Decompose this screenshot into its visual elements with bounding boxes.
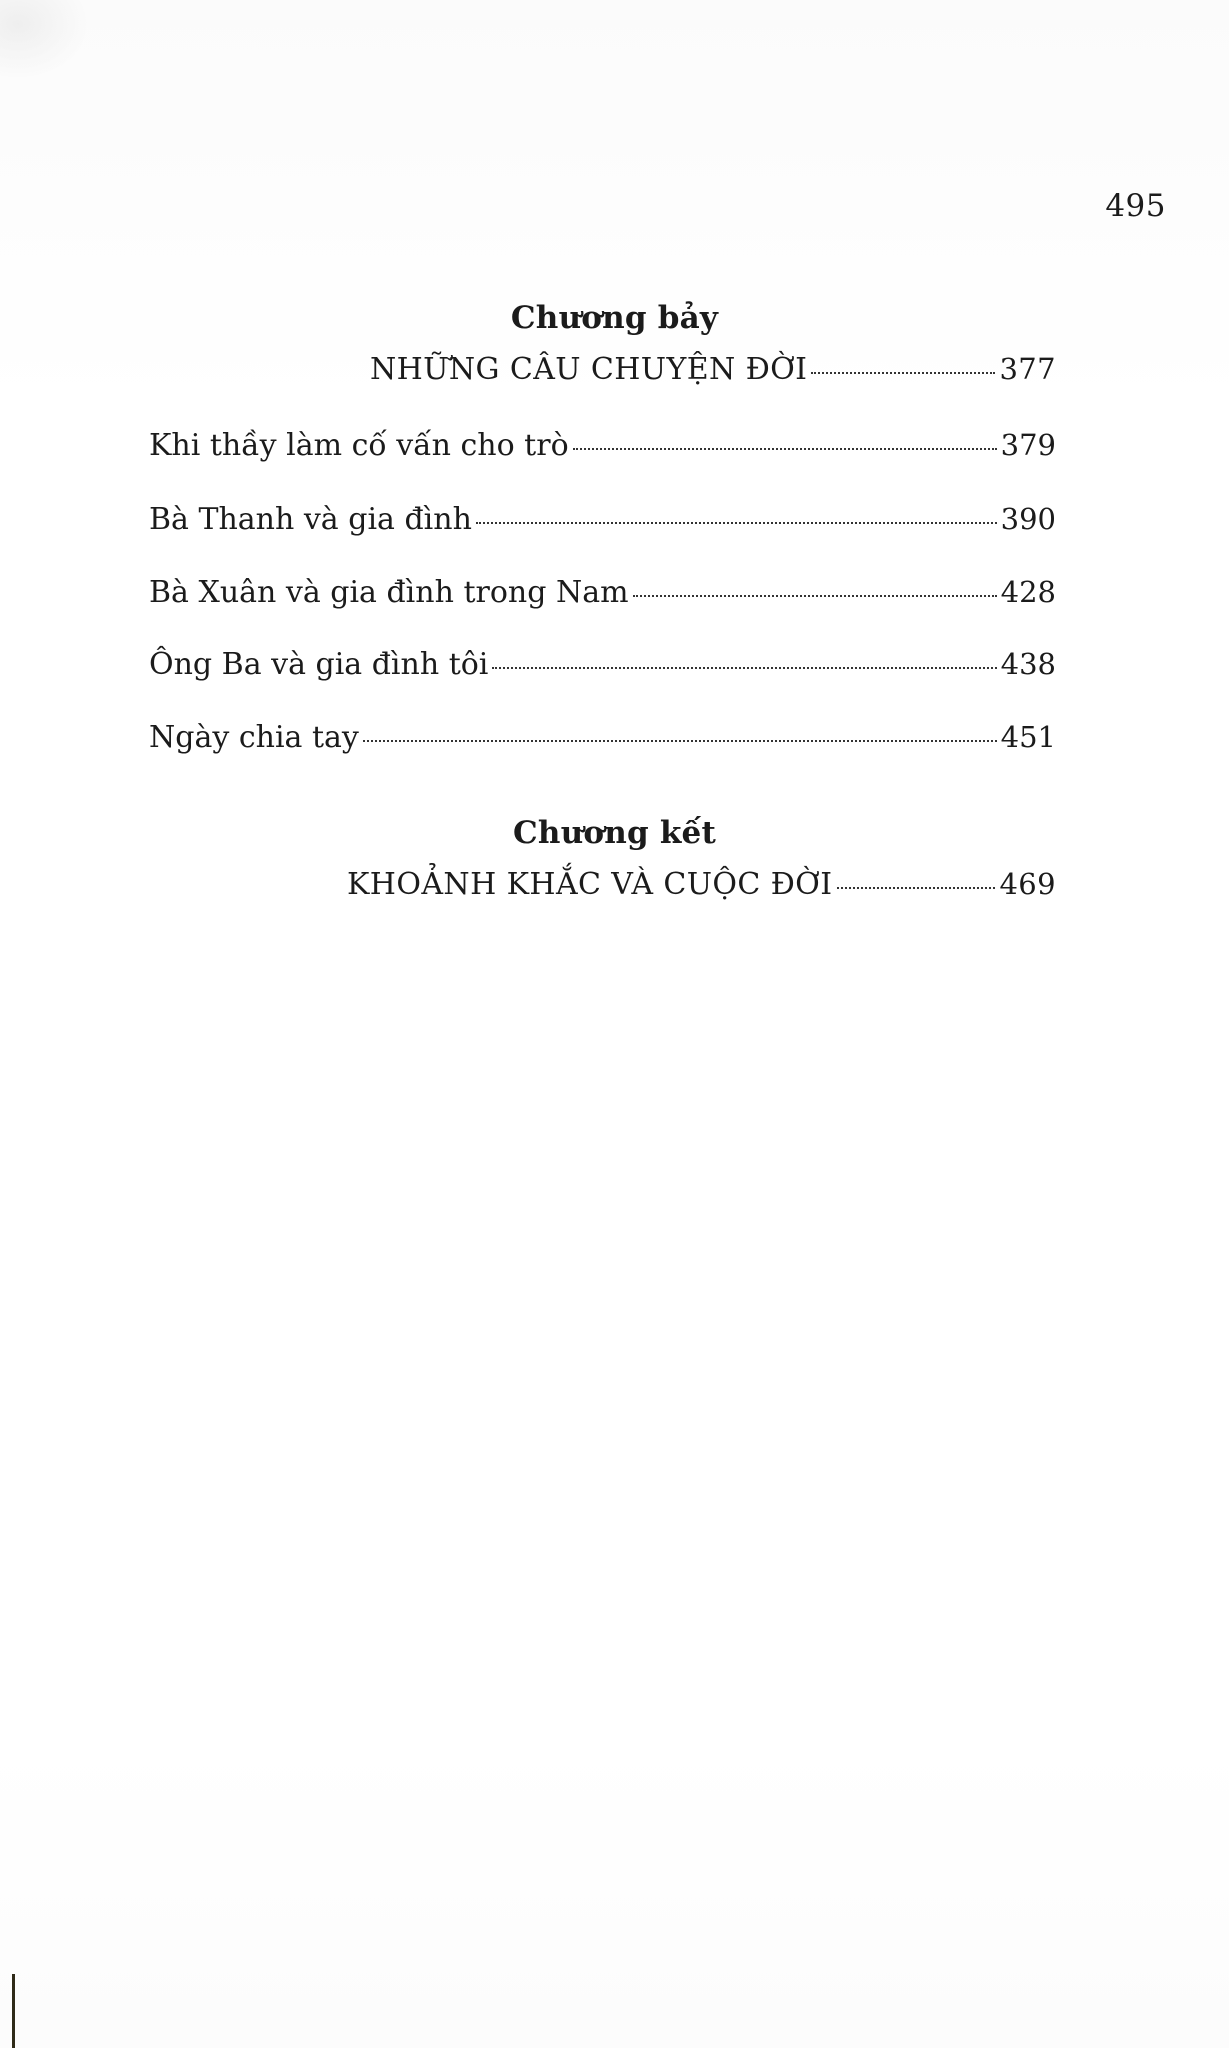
chapter-title: KHOẢNH KHẮC VÀ CUỘC ĐỜI	[347, 867, 833, 902]
toc-entry-label: Bà Thanh và gia đình	[149, 502, 472, 537]
toc-entry	[149, 720, 1056, 755]
page-corner-shadow	[0, 0, 90, 80]
toc-entry-label: Khi thầy làm cố vấn cho trò	[149, 428, 569, 463]
toc-entry	[149, 575, 1056, 610]
dot-leader	[476, 522, 997, 524]
toc-chapter-title-final	[347, 867, 1056, 902]
dot-leader	[633, 595, 997, 597]
page-ref: 390	[1000, 502, 1056, 536]
toc-entry	[149, 428, 1056, 463]
dot-leader	[573, 448, 997, 450]
page-ref: 451	[1000, 720, 1056, 754]
toc-entry	[149, 502, 1056, 537]
binding-edge-mark	[12, 1974, 15, 2048]
dot-leader	[492, 667, 996, 669]
page-ref: 438	[1000, 647, 1056, 681]
page-ref: 469	[999, 867, 1056, 901]
chapter-title: NHỮNG CÂU CHUYỆN ĐỜI	[370, 352, 808, 387]
page-ref: 428	[1000, 575, 1056, 609]
toc-chapter-title-7	[370, 352, 1056, 387]
chapter-label-final: Chương kết	[513, 815, 716, 851]
dot-leader	[837, 887, 996, 889]
toc-entry-label: Ông Ba và gia đình tôi	[149, 647, 489, 682]
page-ref: 379	[1000, 428, 1056, 462]
toc-entry-label: Ngày chia tay	[149, 720, 359, 755]
toc-entry-label: Bà Xuân và gia đình trong Nam	[149, 575, 629, 610]
dot-leader	[811, 372, 995, 374]
page-number: 495	[1105, 188, 1166, 224]
dot-leader	[363, 740, 997, 742]
chapter-label-7: Chương bảy	[510, 300, 719, 336]
page-ref: 377	[999, 352, 1056, 386]
toc-entry	[149, 647, 1056, 682]
